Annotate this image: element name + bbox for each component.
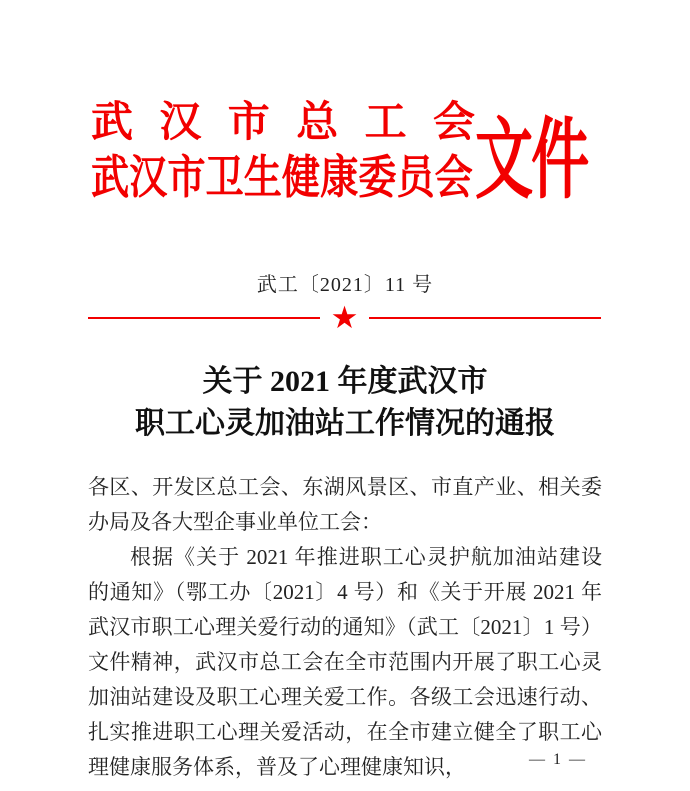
letterhead — [91, 98, 606, 208]
document-body — [88, 470, 602, 785]
star-icon: ★ — [330, 300, 359, 335]
salutation: 各区、开发区总工会、东湖风景区、市直产业、相关委办局及各大型企事业单位工会： — [88, 475, 602, 534]
document-title — [0, 361, 690, 445]
page-number: — 1 — — [529, 751, 587, 768]
red-divider — [88, 302, 601, 333]
org-name-health-commission: 武汉市卫生健康委员会 — [91, 152, 473, 203]
issuing-organizations — [91, 98, 475, 208]
document-reference-number: 武工〔2021〕11 号 — [256, 274, 434, 296]
document-type-label: 文件 — [475, 113, 588, 210]
document-title-line-2: 职工心灵加油站工作情况的通报 — [135, 407, 555, 440]
org-name-trade-union: 武 汉 市 总 工 会 — [91, 100, 475, 146]
document-title-line-1: 关于 2021 年度武汉市 — [202, 365, 488, 398]
divider-line-right — [369, 317, 601, 319]
body-paragraph: 根据《关于 2021 年推进职工心灵护航加油站建设的通知》（鄂工办〔2021〕4 号）和《关于开展 2021 年武汉市职工心理关爱行动的通知》（武工〔2021〕1 号）文件精神，武汉市总工会在全市范围内开展了职工心灵加油站建设及职工心理关爱工作。各级工会迅速行动、扎实推进职工心理关爱活动，在全市建立健全了职工心理健康服务体系，普及了心理健康知识， — [88, 545, 602, 779]
divider-line-left — [88, 317, 320, 319]
